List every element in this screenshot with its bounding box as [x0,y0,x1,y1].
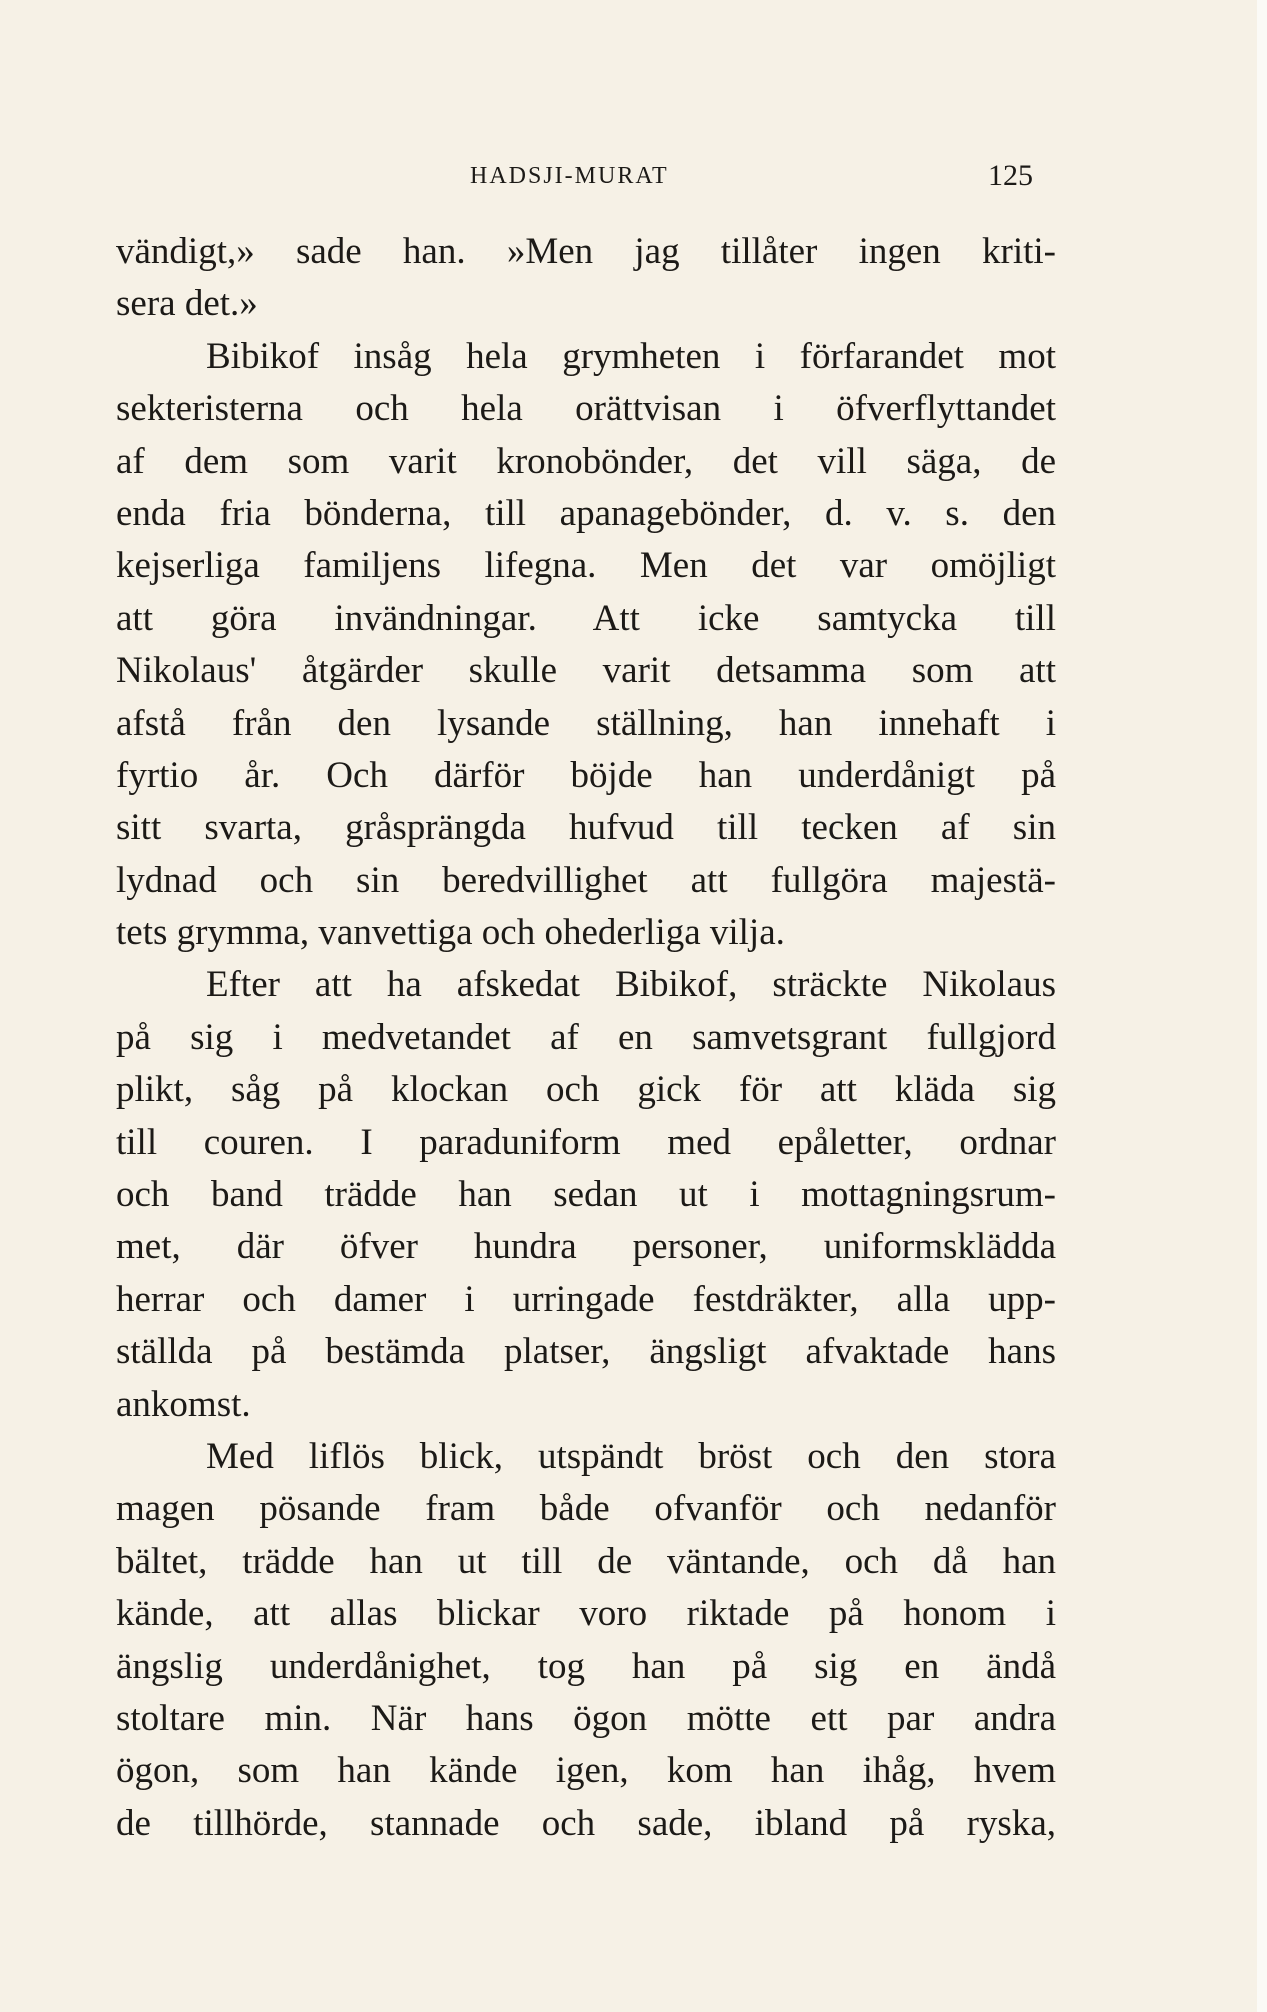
text-line: afstå från den lysande ställning, han innehaft i [116,702,1056,744]
text-line: stoltare min. När hans ögon mötte ett par andra [116,1697,1056,1739]
text-line: sera det.» [116,283,258,325]
text-line: och band trädde han sedan ut i mottagningsrum- [116,1174,1056,1216]
text-line: kände, att allas blickar voro riktade på honom i [116,1593,1056,1635]
page-number: 125 [988,159,1033,192]
text-line: de tillhörde, stannade och sade, ibland på ryska, [116,1802,1056,1844]
text-line: met, där öfver hundra personer, uniformsklädda [116,1226,1056,1268]
text-line: ögon, som han kände igen, kom han ihåg, hvem [116,1750,1056,1792]
text-line: Bibikof insåg hela grymheten i förfarandet mot [206,335,1056,377]
text-line: Efter att ha afskedat Bibikof, sträckte Nikolaus [206,964,1056,1006]
text-line: magen pösande fram både ofvanför och nedanför [116,1488,1056,1530]
text-line: vändigt,» sade han. »Men jag tillåter ingen kriti- [116,231,1056,272]
text-line: lydnad och sin beredvillighet att fullgöra majestä- [116,859,1056,901]
text-line: sekteristerna och hela orättvisan i öfverflyttandet [116,388,1056,430]
text-line: fyrtio år. Och därför böjde han underdånigt på [116,754,1056,796]
text-line: ställda på bestämda platser, ängsligt afvaktade hans [116,1331,1056,1373]
text-line: bältet, trädde han ut till de väntande, och då han [116,1540,1056,1582]
text-line: kejserliga familjens lifegna. Men det var omöjligt [116,545,1056,587]
text-line: plikt, såg på klockan och gick för att kläda sig [116,1069,1056,1111]
page-edge [1257,0,1267,2012]
page-header [0,156,1267,196]
text-line: Nikolaus' åtgärder skulle varit detsamma som att [116,650,1056,692]
text-line: på sig i medvetandet af en samvetsgrant fullgjord [116,1016,1056,1058]
body-text [116,226,1056,1850]
running-title: HADSJI-MURAT [470,163,669,189]
text-line: herrar och damer i urringade festdräkter, alla upp- [116,1278,1056,1320]
text-line: till couren. I paraduniform med epåletter, ordnar [116,1121,1056,1163]
text-line: sitt svarta, gråsprängda hufvud till tecken af sin [116,807,1056,849]
text-line: ängslig underdånighet, tog han på sig en ändå [116,1645,1056,1687]
text-line: enda fria bönderna, till apanagebönder, d. v. s. den [116,492,1056,534]
text-line: tets grymma, vanvettiga och ohederliga vilja. [116,912,785,954]
text-line: att göra invändningar. Att icke samtycka till [116,597,1056,639]
text-line: Med liflös blick, utspändt bröst och den stora [206,1435,1056,1477]
text-line: ankomst. [116,1383,251,1425]
text-line: af dem som varit kronobönder, det vill säga, de [116,440,1056,482]
